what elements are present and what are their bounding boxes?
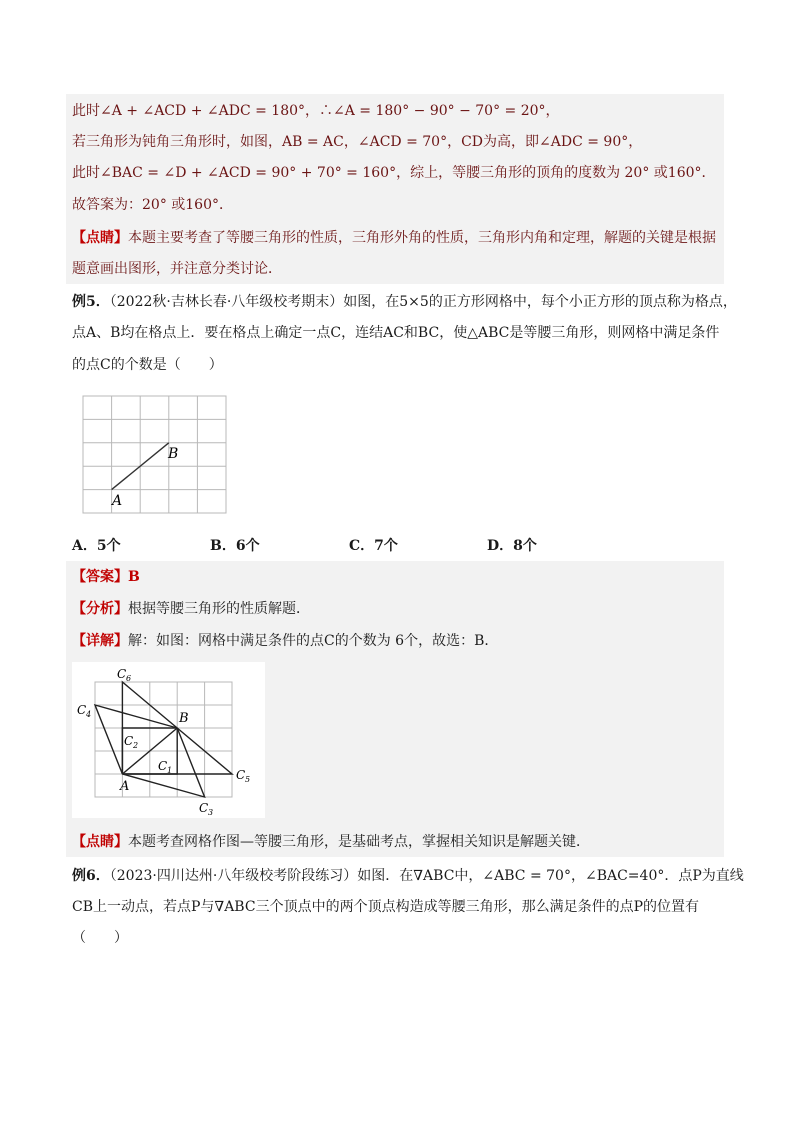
svg-text:6: 6 bbox=[126, 674, 132, 683]
detail-tag: 【详解】 bbox=[72, 633, 128, 649]
example5-option-a: A．5个 bbox=[72, 538, 121, 554]
point-a-label: A bbox=[112, 493, 123, 509]
svg-text:C: C bbox=[117, 667, 127, 681]
example5-option-d: D．8个 bbox=[487, 538, 537, 554]
example5-label: 例5． bbox=[72, 294, 110, 310]
solution5-comment bbox=[72, 832, 590, 852]
example6-line-1 bbox=[72, 866, 744, 886]
example6-line-2: CB上一动点，若点P与∇ABC三个顶点中的两个顶点构造成等腰三角形，那么满足条件的点P的位置有 bbox=[72, 899, 699, 915]
solution-point-b-label: B bbox=[179, 711, 189, 726]
svg-text:C: C bbox=[236, 768, 246, 782]
answer-value: B bbox=[128, 569, 140, 585]
example6-text-1: （2023·四川达州·八年级校考阶段练习）如图．在∇ABC中，∠ABC = 70°，∠BAC=40°．点P为直线 bbox=[109, 868, 744, 884]
example5-text-1: （2022秋·吉林长春·八年级校考期末）如图，在5×5的正方形网格中，每个小正方形的顶点称为格点， bbox=[109, 294, 737, 310]
example5-line-2: 点A、B均在格点上．要在格点上确定一点C，连结AC和BC，使△ABC是等腰三角形，则网格中满足条件 bbox=[72, 325, 720, 341]
example5-line-1 bbox=[72, 292, 737, 312]
solution5-answer bbox=[72, 567, 140, 587]
solution-prev-background bbox=[66, 94, 724, 284]
svg-text:C: C bbox=[124, 734, 134, 748]
analysis-text: 根据等腰三角形的性质解题． bbox=[128, 601, 310, 617]
solution-prev-line-4: 故答案为：20° 或160°． bbox=[72, 197, 233, 213]
svg-text:1: 1 bbox=[167, 766, 173, 775]
svg-text:C: C bbox=[199, 801, 209, 815]
svg-text:2: 2 bbox=[133, 741, 139, 750]
solution5-detail bbox=[72, 631, 498, 651]
svg-text:3: 3 bbox=[208, 808, 214, 817]
example6-label: 例6． bbox=[72, 868, 110, 884]
answer-tag: 【答案】 bbox=[72, 569, 128, 585]
comment-text: 本题主要考查了等腰三角形的性质，三角形外角的性质，三角形内角和定理，解题的关键是根据 bbox=[128, 230, 716, 246]
solution-prev-line-3: 此时∠BAC = ∠D + ∠ACD = 90° + 70° = 160°，综上，等腰三角形的顶角的度数为 20° 或160°． bbox=[72, 165, 716, 181]
solution-prev-comment-line-1 bbox=[72, 228, 716, 248]
example6-line-3: （ ） bbox=[72, 930, 128, 946]
detail-text: 解：如图：网格中满足条件的点C的个数为 6个，故选：B． bbox=[128, 633, 499, 649]
svg-text:4: 4 bbox=[86, 710, 92, 719]
solution5-figure bbox=[72, 662, 265, 818]
comment-tag: 【点睛】 bbox=[72, 230, 128, 246]
solution5-comment-tag: 【点睛】 bbox=[72, 834, 128, 850]
solution-prev-line-2: 若三角形为钝角三角形时，如图，AB = AC，∠ACD = 70°，CD为高，即∠ADC = 90°， bbox=[72, 134, 643, 150]
svg-text:C: C bbox=[77, 703, 87, 717]
solution-prev-comment-line-2: 题意画出图形，并注意分类讨论． bbox=[72, 261, 282, 277]
solution-point-a-label: A bbox=[120, 779, 130, 794]
example5-line-3: 的点C的个数是（ ） bbox=[72, 357, 223, 373]
svg-text:5: 5 bbox=[245, 775, 251, 784]
solution-prev-line-1: 此时∠A + ∠ACD + ∠ADC = 180°，∴∠A = 180° − 90° − 70° = 20°， bbox=[72, 103, 560, 119]
analysis-tag: 【分析】 bbox=[72, 601, 128, 617]
solution5-analysis bbox=[72, 599, 310, 619]
example5-grid-figure bbox=[80, 393, 230, 518]
svg-text:C: C bbox=[158, 759, 168, 773]
point-b-label: B bbox=[168, 446, 179, 462]
example5-option-b: B．6个 bbox=[210, 538, 260, 554]
solution5-comment-text: 本题考查网格作图—等腰三角形，是基础考点，掌握相关知识是解题关键． bbox=[128, 834, 590, 850]
example5-option-c: C．7个 bbox=[349, 538, 398, 554]
